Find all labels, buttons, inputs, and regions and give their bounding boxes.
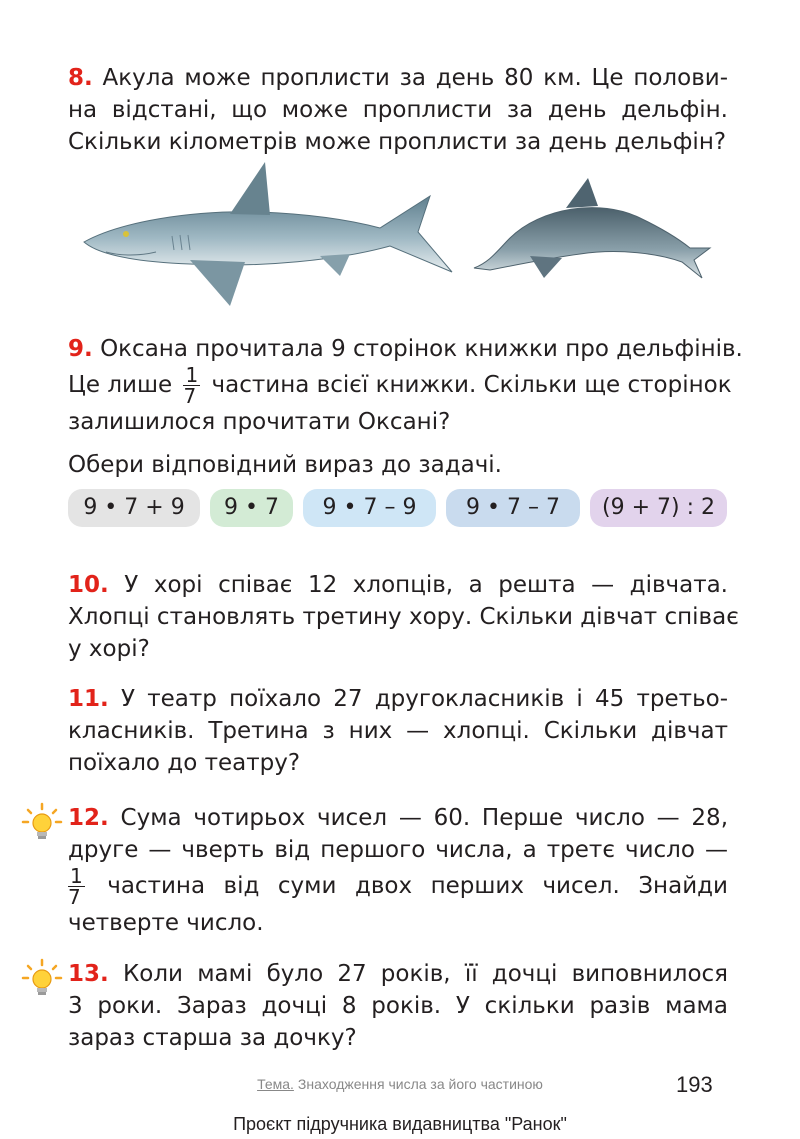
task-number: 13. <box>68 961 109 987</box>
task-12 <box>68 802 728 939</box>
theme-text: Знаходження числа за його частиною <box>297 1076 543 1092</box>
fraction: $\frac{1}{7}$ <box>183 363 199 408</box>
expression-option-5[interactable]: (9 + 7) : 2 <box>590 489 727 527</box>
task-text: частина від суми двох перших чисел. Знайди <box>107 873 728 899</box>
task-text: у хорі? <box>68 636 150 662</box>
expression-option-4[interactable]: 9 • 7 – 7 <box>446 489 580 527</box>
shark-illustration <box>80 160 460 310</box>
task-text: Акула може проплисти за день 80 км. Це полови- <box>102 65 729 91</box>
task-9-prompt <box>68 449 728 481</box>
task-8 <box>68 62 728 158</box>
task-text: 3 роки. Зараз дочці 8 років. У скільки разів мама <box>68 993 728 1019</box>
task-10 <box>68 569 739 665</box>
task-11 <box>68 683 728 779</box>
task-text: Сума чотирьох чисел — 60. Перше число — 28, <box>120 805 729 831</box>
expression-option-2[interactable]: 9 • 7 <box>210 489 293 527</box>
fraction: $\frac{1}{7}$ <box>68 864 83 909</box>
task-9 <box>68 333 743 438</box>
lightbulb-icon <box>20 802 64 846</box>
task-number: 12. <box>68 805 109 831</box>
task-13 <box>68 958 728 1054</box>
task-text: на відстані, що може проплисти за день дельфін. <box>68 97 728 123</box>
lightbulb-icon <box>20 958 64 1002</box>
theme-label: Тема. <box>257 1076 294 1092</box>
task-text: друге — чверть від першого числа, а третє число — <box>68 837 728 863</box>
task-text: Хлопці становлять третину хору. Скільки дівчат співає <box>68 604 739 630</box>
task-text: Оксана прочитала 9 сторінок книжки про дельфінів. <box>100 336 743 362</box>
task-number: 8. <box>68 65 93 91</box>
task-text: четверте число. <box>68 910 264 936</box>
expression-option-3[interactable]: 9 • 7 – 9 <box>303 489 436 527</box>
publisher-note: Проєкт підручника видавництва "Ранок" <box>233 1114 567 1134</box>
task-number: 10. <box>68 572 109 598</box>
task-text: частина всієї книжки. Скільки ще сторінок <box>211 372 732 398</box>
dolphin-illustration <box>470 178 715 283</box>
task-text: У театр поїхало 27 другокласників і 45 третьо- <box>120 686 728 712</box>
task-text: класників. Третина з них — хлопці. Скільки дівчат <box>68 718 728 744</box>
expression-option-1[interactable]: 9 • 7 + 9 <box>68 489 200 527</box>
page-number: 193 <box>676 1072 713 1097</box>
task-text: Коли мамі було 27 років, її дочці виповнилося <box>122 961 728 987</box>
task-number: 11. <box>68 686 109 712</box>
task-text: Обери відповідний вираз до задачі. <box>68 452 502 478</box>
task-text: У хорі співає 12 хлопців, а решта — дівчата. <box>124 572 728 598</box>
task-text: Скільки кілометрів може проплисти за день дельфін? <box>68 129 727 155</box>
task-text: поїхало до театру? <box>68 750 301 776</box>
task-number: 9. <box>68 336 93 362</box>
task-text: залишилося прочитати Оксані? <box>68 409 451 435</box>
task-text: зараз старша за дочку? <box>68 1025 357 1051</box>
task-text: Це лише <box>68 372 173 398</box>
